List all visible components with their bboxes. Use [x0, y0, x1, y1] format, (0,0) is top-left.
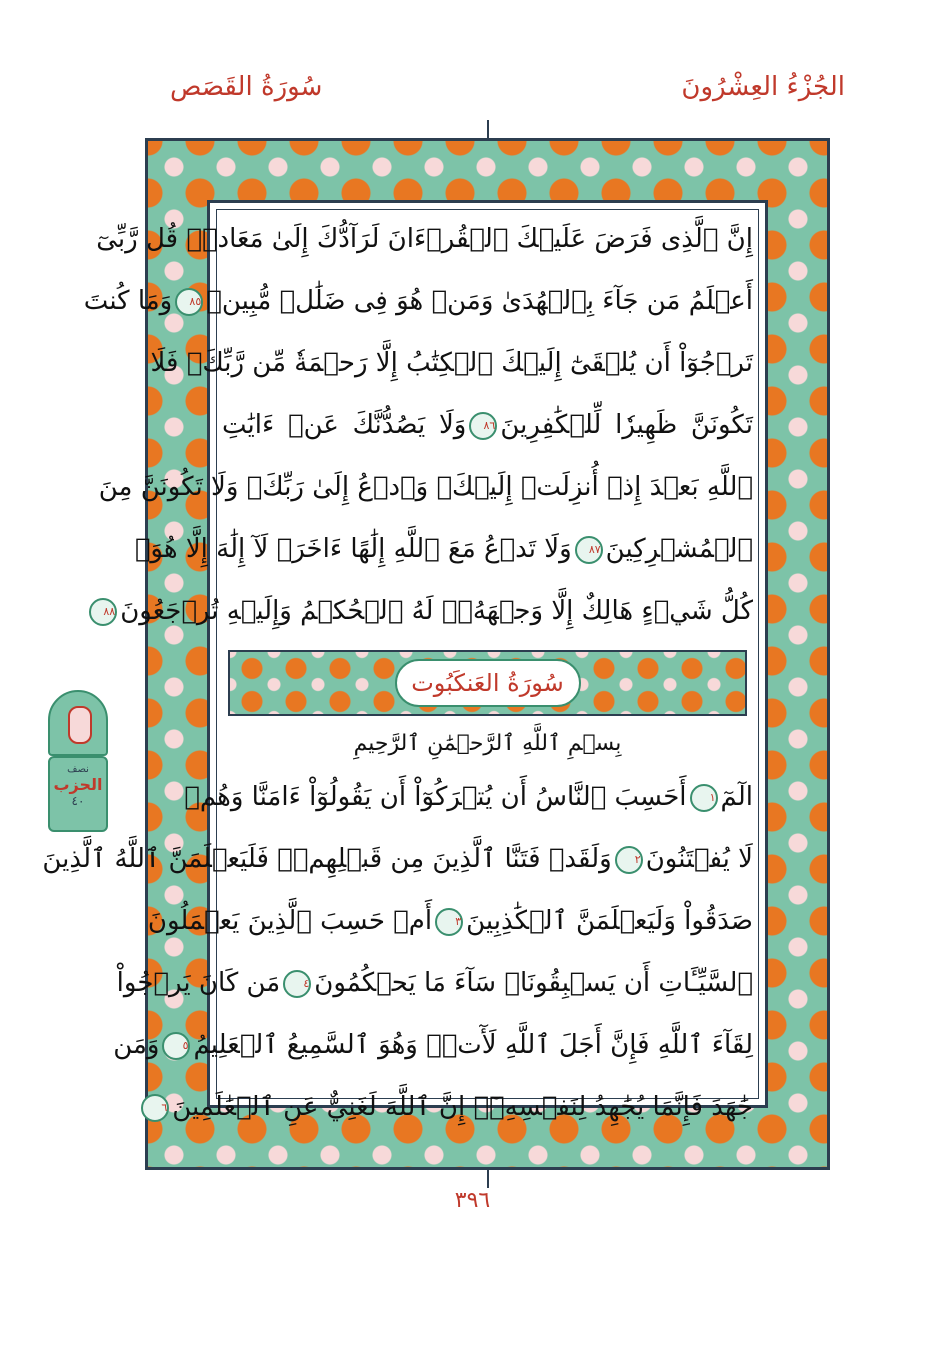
surah-title: سُورَةُ العَنكَبُوت: [395, 659, 581, 707]
hizb-number: ٤٠: [71, 794, 85, 808]
verse-line: ٱلۡمُشۡرِكِينَ٨٧وَلَا تَدۡعُ مَعَ ٱللَّهِ إِلَٰهًا ءَاخَرَۘ لَآ إِلَٰهَ إِلَّا هُوَۚ: [134, 534, 753, 564]
verse-line: لِقَآءَ ٱللَّهِ فَإِنَّ أَجَلَ ٱللَّهِ لَأٓتٖۚ وَهُوَ ٱلسَّمِيعُ ٱلۡعَلِيمُ٥وَمَن: [113, 1030, 753, 1060]
verse-line: كُلُّ شَيۡءٍ هَالِكٌ إِلَّا وَجۡهَهُۥۚ لَهُ ٱلۡحُكۡمُ وَإِلَيۡهِ تُرۡجَعُونَ٨٨: [222, 580, 753, 642]
hizb-marker: [40, 690, 116, 838]
border-finial-bottom: [487, 1170, 489, 1188]
verse-line: أَعۡلَمُ مَن جَآءَ بِٱلۡهُدَىٰ وَمَنۡ هُوَ فِى ضَلَٰلٖ مُّبِينٖ٨٥وَمَا كُنتَ: [83, 286, 753, 316]
verse-line: صَدَقُواْ وَلَيَعۡلَمَنَّ ٱلۡكَٰذِبِينَ٣أَمۡ حَسِبَ ٱلَّذِينَ يَعۡمَلُونَ: [147, 906, 753, 936]
ayah-marker: ٨٦: [469, 412, 497, 440]
ayah-marker: ٣: [435, 908, 463, 936]
verse-line: ٱللَّهِ بَعۡدَ إِذۡ أُنزِلَتۡ إِلَيۡكَۖ وَٱدۡعُ إِلَىٰ رَبِّكَۖ وَلَا تَكُونَنَّ مِنَ: [98, 472, 753, 502]
ayah-marker: ١: [690, 784, 718, 812]
verse-line: لَا يُفۡتَنُونَ٢وَلَقَدۡ فَتَنَّا ٱلَّذِينَ مِن قَبۡلِهِمۡۖ فَلَيَعۡلَمَنَّ ٱللَّهُ ٱلَّذِينَ: [42, 844, 753, 874]
ayah-marker: ٥: [162, 1032, 190, 1060]
hizb-label-box: [48, 756, 108, 832]
verse-line: إِنَّ ٱلَّذِى فَرَضَ عَلَيۡكَ ٱلۡقُرۡءَانَ لَرَآدُّكَ إِلَىٰ مَعَادٖۚ قُل رَّبِّىٓ: [96, 224, 753, 254]
ayah-marker: ٨٥: [175, 288, 203, 316]
verse-line: جَٰهَدَ فَإِنَّمَا يُجَٰهِدُ لِنَفۡسِهِۦٓۚ إِنَّ ٱللَّهَ لَغَنِيٌّ عَنِ ٱلۡعَٰلَمِينَ٦: [222, 1076, 753, 1138]
hizb-ornament-icon: [48, 690, 108, 756]
verse-line: الٓمٓ١أَحَسِبَ ٱلنَّاسُ أَن يُتۡرَكُوٓاْ أَن يَقُولُوٓاْ ءَامَنَّا وَهُمۡ: [184, 782, 753, 812]
page-number: ٣٩٦: [454, 1188, 491, 1213]
juz-header: الجُزْءُ العِشْرُونَ: [681, 72, 845, 102]
verse-line: ٱلسَّيِّـَٔاتِ أَن يَسۡبِقُونَاۚ سَآءَ مَا يَحۡكُمُونَ٤مَن كَانَ يَرۡجُواْ: [116, 968, 753, 998]
verses-top: [83, 208, 753, 642]
verse-line: تَكُونَنَّ ظَهِيرٗا لِّلۡكَٰفِرِينَ٨٦وَلَا يَصُدُّنَّكَ عَنۡ ءَايَٰتِ: [222, 410, 753, 440]
surah-title-banner: [228, 650, 747, 716]
border-finial-top: [487, 120, 489, 138]
verse-line: تَرۡجُوٓاْ أَن يُلۡقَىٰٓ إِلَيۡكَ ٱلۡكِتَٰبُ إِلَّا رَحۡمَةٗ مِّن رَّبِّكَۖ فَلَا: [150, 348, 753, 378]
ayah-marker: ٤: [283, 970, 311, 998]
ayah-marker: ٨٧: [575, 536, 603, 564]
basmala: بِسۡمِ ٱللَّهِ ٱلرَّحۡمَٰنِ ٱلرَّحِيمِ: [353, 731, 622, 756]
hizb-label-top: نصف: [67, 764, 89, 775]
surah-header: سُورَةُ القَصَص: [170, 72, 323, 102]
hizb-label-main: الحزب: [53, 775, 103, 794]
ayah-marker: ٦: [141, 1094, 169, 1122]
ayah-marker: ٢: [615, 846, 643, 874]
ayah-marker: ٨٨: [89, 598, 117, 626]
